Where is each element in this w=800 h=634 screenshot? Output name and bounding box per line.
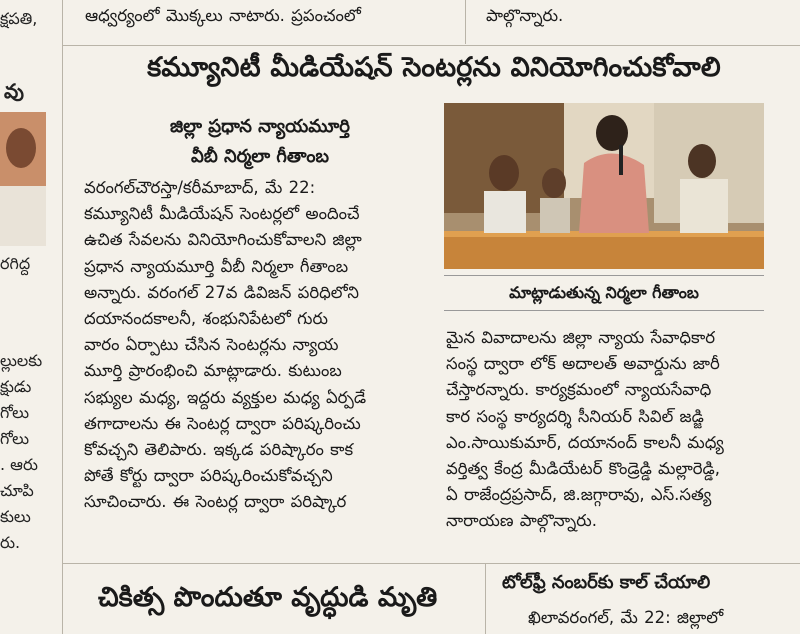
left-edge-column	[0, 0, 52, 634]
text-line: మైన వివాదాలను జిల్లా న్యాయ సేవాధికార	[446, 328, 716, 347]
text-line: చేస్తారన్నారు. కార్యక్రమంలో న్యాయసేవాధి	[446, 380, 712, 400]
text-line: కార సంస్థ కార్యదర్శి సీనియర్ సివిల్ జడ్జి	[446, 406, 704, 426]
text-line: సభ్యుల మధ్య, ఇద్దరు వ్యక్తుల మధ్య ఏర్పడే	[84, 387, 367, 407]
subhead-line: వీబీ నిర్మలా గీతాంబ	[191, 146, 329, 167]
text-line: ఉచిత సేవలను వినియోగించుకోవాలని జిల్లా	[84, 230, 362, 250]
text-line: వు	[4, 79, 24, 103]
text-line: సూచించారు. ఈ సెంటర్ల ద్వారా పరిష్కార	[84, 492, 347, 512]
text-line: పాల్గొన్నారు.	[486, 6, 564, 25]
article-headline: కమ్యూనిటీ మీడియేషన్ సెంటర్లను వినియోగించుకోవాలి	[147, 52, 721, 83]
text-line: క్షుడు	[0, 377, 32, 396]
subhead-line: జిల్లా ప్రధాన న్యాయమూర్తి	[170, 116, 350, 137]
top-fragment-middle	[85, 4, 445, 28]
text-line: ల్లులకు	[0, 351, 43, 370]
text-line: ఆధ్వర్యంలో మొక్కలు నాటారు. ప్రపంచంలో	[85, 6, 361, 25]
photo-caption: మాట్లాడుతున్న నిర్మలా గీతాంబ	[509, 283, 699, 302]
bottom-headline-right: టోల్‌ఫ్రీ నంబర్‌కు కాల్ చేయాలి	[502, 572, 711, 593]
column-rule	[465, 0, 466, 44]
caption-rule	[444, 275, 764, 276]
photo-illustration	[444, 103, 764, 269]
text-line: మూర్తి ప్రారంభించి మాట్లాడారు. కుటుంబ	[84, 361, 342, 381]
text-line: కులు	[0, 507, 31, 526]
text-line: దయానందకాలనీ, శంభునిపేటలో గురు	[84, 309, 328, 329]
text-line: కమ్యూనిటీ మీడియేషన్ సెంటర్లలో అందించే	[84, 204, 360, 224]
text-line: గోలు	[0, 403, 30, 422]
article-body-col2	[446, 325, 766, 535]
text-line: వారం ఏర్పాటు చేసిన సెంటర్లను న్యాయ	[84, 335, 339, 355]
article-photo	[444, 103, 764, 269]
text-line: వర్తిత్వ కేంద్ర మీడియేటర్ కొండ్రెడ్డి మల్లారెడ్డి,	[446, 459, 720, 479]
top-fragment-right	[486, 4, 786, 28]
section-rule	[62, 45, 800, 46]
text-line: ఎం.సాయికుమార్, దయానంద్ కాలనీ మధ్య	[446, 432, 724, 452]
text-line: చూపి	[0, 481, 34, 500]
text-line: . ఆరు	[0, 455, 38, 474]
text-line: గోలు	[0, 429, 30, 448]
text-line: తగాదాలను ఈ సెంటర్ల ద్వారా పరిష్కరించు	[84, 413, 361, 433]
column-rule	[485, 563, 486, 634]
caption-rule	[444, 310, 764, 311]
text-line: నారాయణ పాల్గొన్నారు.	[446, 511, 597, 531]
text-line: కోవచ్చని తెలిపారు. ఇక్కడ పరిష్కారం కాక	[84, 440, 354, 460]
article-subhead	[100, 112, 420, 172]
text-line: రగిద్ద	[0, 254, 31, 273]
text-line: ఏ రాజేంద్రప్రసాద్, జి.జగ్గారావు, ఎస్.సత్య	[446, 485, 712, 505]
text-line: వరంగల్‌చౌరస్తా/కరీమాబాద్, మే 22:	[84, 178, 316, 197]
text-line: అన్నారు. వరంగల్ 27వ డివిజన్ పరిధిలోని	[84, 282, 359, 302]
column-rule	[62, 0, 63, 634]
section-rule	[62, 563, 800, 564]
bottom-headline-left: చికిత్స పొందుతూ వృద్ధుడి మృతి	[98, 582, 438, 613]
portrait-photo	[0, 112, 46, 246]
text-line: రు.	[0, 533, 21, 552]
article-body-col1	[84, 175, 434, 516]
bottom-dateline-right: ఖిలావరంగల్, మే 22: జిల్లాలో	[528, 608, 724, 627]
text-line: పోతే కోర్టు ద్వారా పరిష్కరించుకోవచ్చని	[84, 466, 333, 486]
text-line: ప్రధాన న్యాయమూర్తి వీబీ నిర్మలా గీతాంబ	[84, 256, 349, 276]
text-line: క్షపతి,	[0, 9, 38, 28]
text-line: సంస్థ ద్వారా లోక్ అదాలత్ అవార్డును జారీ	[446, 354, 720, 374]
